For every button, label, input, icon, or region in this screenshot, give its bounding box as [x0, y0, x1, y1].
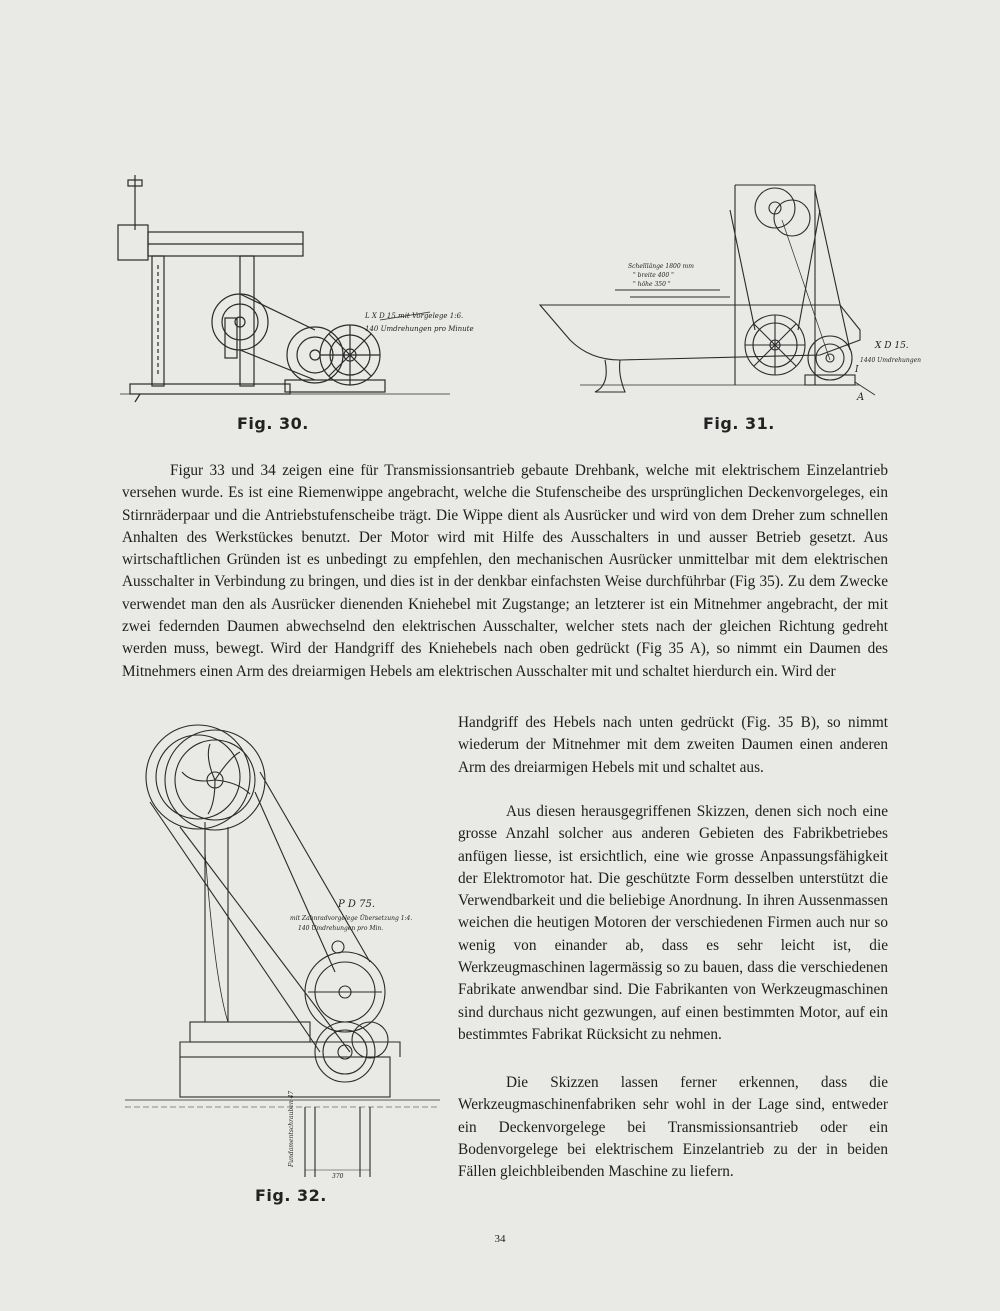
paragraph-1-continued: Handgriff des Hebels nach unten gedrückt (Fig. 35 B), so nimmt wiederum der Mitnehmer mit dem zweiten Daumen einen anderen Arm des dreiarmigen Hebels mit und schaltet aus. — [458, 714, 888, 776]
fig32-motor-line1: P D 75. — [338, 899, 376, 910]
fig30-caption: Fig. 30. — [237, 414, 309, 433]
fig30-headstock — [118, 225, 148, 260]
fig32-belt-1 — [150, 802, 320, 1052]
fig32-gear — [315, 1022, 375, 1082]
fig31-belt-3: " höhe 350 " — [633, 281, 671, 288]
paragraph-2: Aus diesen herausgegriffenen Skizzen, denen sich noch eine grosse Anzahl solcher aus anderen Gebieten des Fabrikbetriebes anfügen liesse, ist ersichtlich, eine wie grosse Anpassungsfähigkeit der Elektromotor hat. Die geschützte Form desselben unterstützt die Verwendbarkeit und die beliebige Anordnung. In ihren Aussenmassen weichen die heutigen Motoren der verschiedenen Firmen auch nur so wenig von einander ab, dass es sehr leicht ist, die Werkzeugmaschinen lagermässig so zu bauen, dass die verschiedenen Fabrikate anwendbar sind. Die Fabrikanten von Werkzeugmaschinen sind durchaus nicht gezwungen, auf einen bestimmten Motor, auf ein bestimmtes Fabrikat Rücksicht zu nehmen. — [458, 803, 888, 1043]
fig30-leg-right — [240, 256, 254, 386]
fig31-belt-right — [798, 210, 820, 330]
figure-30 — [100, 170, 480, 405]
figure-31 — [530, 160, 930, 410]
fig31-caption: Fig. 31. — [703, 414, 775, 433]
fig32-caption: Fig. 32. — [255, 1186, 327, 1205]
page-number: 34 — [494, 1233, 506, 1245]
fig31-belt-1: Schelllänge 1800 mm — [628, 263, 694, 270]
fig32-dim-bottom: 370 — [332, 1173, 344, 1180]
fig32-base — [180, 1057, 390, 1097]
fig31-belt-2: " breite 400 " — [633, 272, 674, 279]
figure-32 — [120, 722, 450, 1182]
fig31-motor-label: X D 15. — [875, 341, 909, 351]
fig32-pulley-front — [146, 725, 250, 829]
fig31-motor-rpm: 1440 Umdrehungen — [860, 357, 922, 364]
fig31-belt-left — [730, 210, 755, 330]
fig32-motor-line2: mit Zahnradvorgelege Übersetzung 1:4. — [290, 915, 413, 922]
fig30-label-1: L X D 15 mit Vorgelege 1:6. — [365, 312, 464, 320]
paragraph-1: Figur 33 und 34 zeigen eine für Transmissionsantrieb gebaute Drehbank, welche mit elektrischem Einzelantrieb versehen wurde. Es ist eine Riemenwippe angebracht, welche die Stufenscheibe des ursprünglichen Deckenvorgeleges, ein Stirnräderpaar und die Antriebstufenscheibe trägt. Die Wippe dient als Ausrücker und wird von dem Dreher zum schnellen Anhalten des Werkstückes benutzt. Der Motor wird mit Hilfe des Ausschalters in und ausser Betrieb gesetzt. Aus wirtschaftlichen Gründen ist es unbedingt zu empfehlen, den mechanischen Ausrücker unmittelbar mit dem elektrischen Ausschalter in Verbindung zu bringen, und dies ist in der denkbar einfachsten Weise durchführbar (Fig 35). Zu dem Zwecke verwendet man den als Ausrücker dienenden Kniehebel mit Zugstange; an letzterer ist ein Mitnehmer angebracht, der mit zwei federnden Daumen abwechselnd den elektrischen Ausschalter, welcher stets nach der gleichen Richtung gedreht werden muss, bewegt. Wird der Handgriff des Kniehebels nach oben gedrückt (Fig 35 A), so nimmt ein Daumen des Mitnehmers einen Arm des dreiarmigen Hebels am elektrischen Ausschalter mit und schaltet hierdurch ein. Wird der — [122, 462, 888, 680]
fig31-mark-a: A — [857, 392, 865, 403]
paragraph-3: Die Skizzen lassen ferner erkennen, dass die Werkzeugmaschinenfabriken sehr wohl in der Lage sind, entweder ein Deckenvorgelege bei Transmissionsantrieb oder ein Bodenvorgelege bei elektrischem Einzelantrieb zu der in beiden Fällen gleichbleibenden Maschine zu liefern. — [458, 1074, 888, 1181]
fig32-foundation-label: Fundamentschrauben 47 — [288, 1090, 295, 1167]
fig31-bench — [540, 305, 860, 360]
fig30-label-2: 140 Umdrehungen pro Minute — [365, 325, 474, 333]
fig31-mark-i: I — [855, 365, 859, 375]
fig32-motor-line3: 140 Umdrehungen pro Min. — [298, 925, 384, 932]
